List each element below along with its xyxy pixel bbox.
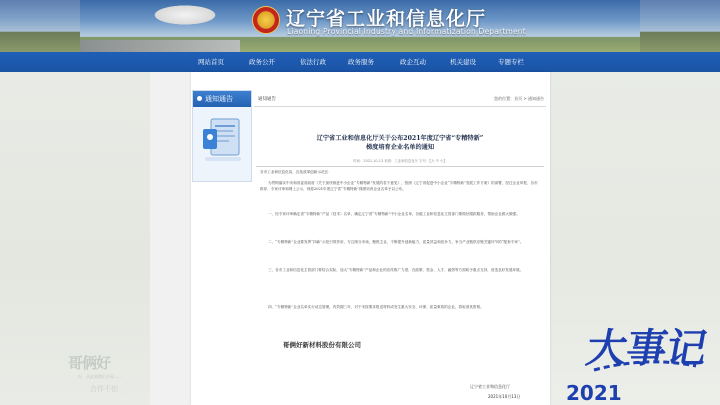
- site-title: 辽宁省工业和信息化厅: [286, 8, 487, 30]
- site-header-banner: [0, 0, 720, 52]
- section-title: 通知通告: [258, 97, 276, 102]
- divider: [256, 166, 544, 167]
- article-title-line2: 梯度培育企业名单的通知: [365, 144, 435, 151]
- badge-text: 大事记: [582, 325, 711, 372]
- article-paragraph: 四、“专精特新”企业名单实行动态管理，有效期三年，对于未按要求报送材料或发生重大安全、环保、质量事故的企业，将取消其资格。: [268, 305, 484, 309]
- article-paragraph: 一、经专家评审确定省“专精特新”产品（技术）名单，确定辽宁省“专精特新”中小企业名单，各级工业和信息化主管部门要做好跟踪服务，帮助企业做大做强。: [268, 212, 520, 216]
- main-nav: [0, 52, 720, 72]
- bullet-icon: [197, 96, 202, 101]
- article-title-line1: 辽宁省工业和信息化厅关于公布2021年度辽宁省“专精特新”: [316, 135, 484, 142]
- nav-item-organization[interactable]: 机关建设: [450, 58, 476, 66]
- watermark-logo: 哥俩好: [68, 354, 111, 372]
- article-paragraph: 为贯彻落实中央和省委省政府《关于加快推进中小企业“专精特新”发展的若干意见》，按照《辽宁省促进中小企业“专精特新”发展工作方案》的部署，经过企业申报、各市推荐、专家评审和网上公示，现将2021年度辽宁省“专精特新”梯度培育企业名单予以公布。: [260, 181, 538, 191]
- brand-watermark: [58, 352, 168, 402]
- watermark-motto: 合作不怕: [90, 385, 118, 393]
- airplane-image: [150, 4, 220, 26]
- article-signature: 辽宁省工业和信息化厅: [470, 384, 510, 389]
- nav-item-special-topics[interactable]: 专题专栏: [498, 58, 524, 66]
- nav-item-interaction[interactable]: 政企互动: [400, 58, 426, 66]
- watermark-tagline: 好，从此刻我们开始……: [78, 374, 122, 379]
- badge-year: 2021: [566, 381, 622, 404]
- article-meta: 时间：2021-10-13 来源：工业和信息化厅 字号：【大 中 小】: [353, 159, 447, 163]
- article-paragraph: 二、“专精特新”企业要发挥“四新”示范引领作用，专注细分市场，聚焦主业，不断提升创新能力、质量效益和竞争力，争当产业链供应链关键环节的“配套专家”。: [268, 240, 524, 244]
- breadcrumb[interactable]: 您的位置：首页 > 通知通告: [494, 96, 544, 101]
- article-title: [256, 134, 544, 152]
- nav-item-services[interactable]: 政务服务: [348, 58, 374, 66]
- article-salutation: 各市工业和信息化局，沈抚改革创新示范区：: [260, 170, 332, 174]
- nav-item-law[interactable]: 依法行政: [300, 58, 326, 66]
- article: [256, 110, 544, 167]
- sidebar-header: [193, 91, 251, 107]
- big-events-badge: [556, 308, 716, 404]
- national-emblem-icon: [252, 6, 280, 34]
- notice-document-icon: [199, 115, 245, 171]
- sidebar-notices-card[interactable]: [192, 90, 252, 182]
- nav-item-government-affairs[interactable]: 政务公开: [249, 58, 275, 66]
- article-date: 2021年10月13日: [488, 394, 521, 399]
- site-title-english: Liaoning Provincial Industry and Informatization Department: [287, 27, 526, 36]
- breadcrumb-bar: [254, 94, 546, 107]
- highlighted-company: 哥俩好新材料股份有限公司: [283, 341, 361, 349]
- sidebar-header-label: 通知通告: [205, 95, 233, 103]
- article-paragraph: 三、各市工业和信息化主管部门要结合实际，加大“专精特新”产品和企业的宣传推广力度，在政策、资金、人才、融资等方面给予重点支持，营造良好发展环境。: [268, 268, 524, 272]
- banner-runway: [80, 40, 240, 52]
- nav-item-home[interactable]: 网站首页: [198, 58, 224, 66]
